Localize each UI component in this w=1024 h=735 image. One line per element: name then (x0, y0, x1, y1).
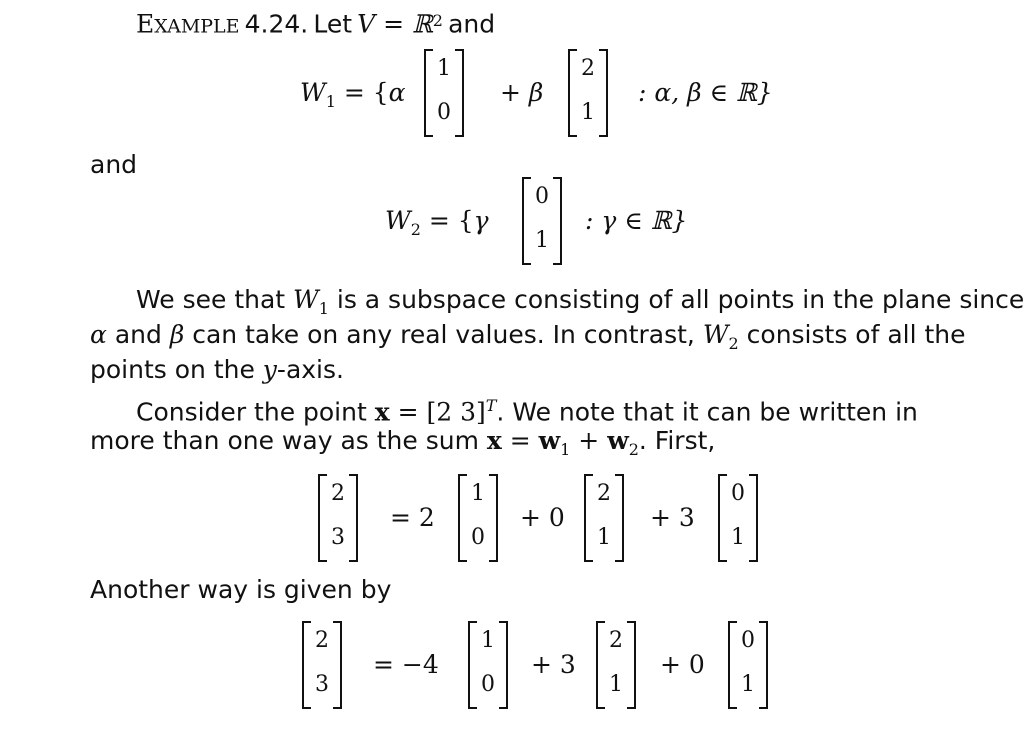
w1-alpha: α (388, 78, 406, 107)
para2-line2 (90, 426, 715, 465)
eq2-coef-2: + 3 (531, 650, 576, 679)
text-run: can take on any real values. In contrast, (184, 320, 703, 349)
eq1-vector-3 (718, 475, 758, 561)
eq2-vector-1 (468, 622, 508, 708)
matrix-cell: 1 (471, 481, 485, 506)
eq1-coef-3: + 3 (650, 503, 695, 532)
matrix-cell: 0 (437, 100, 451, 125)
matrix-cell: 1 (581, 100, 595, 125)
w1-vector-1 (424, 50, 464, 136)
para1-line1 (136, 285, 1024, 324)
matrix-cell: 0 (731, 481, 745, 506)
example-number: 4.24. (244, 9, 309, 39)
matrix-cell: 2 (597, 481, 611, 506)
w1-equals-brace: = { (335, 78, 389, 107)
matrix-cell: 1 (597, 525, 611, 550)
math-bold-w: w (607, 426, 629, 455)
matrix-cell: 0 (535, 184, 549, 209)
math-subscript: 2 (628, 440, 639, 459)
para2-line1 (136, 391, 918, 427)
eq2-vector-2 (596, 622, 636, 708)
w1-vector-2 (568, 50, 608, 136)
w2-symbol: W (385, 206, 411, 235)
plus-sign: + (500, 78, 521, 107)
eq2-coef-3: + 0 (660, 650, 705, 679)
matrix-cell: 2 (315, 628, 329, 653)
matrix-cell: 1 (535, 228, 549, 253)
w1-lhs (300, 78, 406, 117)
w1-subscript: 1 (325, 92, 336, 111)
math-y: y (262, 355, 277, 384)
and-connector: and (90, 150, 138, 179)
eq1-lhs-vector (318, 475, 358, 561)
matrix-cell: 2 (331, 481, 345, 506)
math-W: W (702, 320, 729, 349)
w1-beta: β (528, 78, 544, 107)
matrix-cell: 1 (437, 56, 451, 81)
and-word: and (448, 9, 496, 39)
matrix-cell: 1 (741, 672, 755, 697)
math-bold-x: x (374, 397, 390, 427)
w1-plus-beta (500, 78, 543, 108)
matrix-cell: 2 (581, 56, 595, 81)
math-subscript: 1 (318, 299, 329, 318)
let-word: Let (313, 9, 353, 39)
math-equals: = (501, 426, 539, 455)
matrix-cell: 1 (609, 672, 623, 697)
math-bold-w: w (538, 426, 561, 455)
eq2-equals-coef: = −4 (373, 650, 439, 679)
math-subscript: 1 (560, 440, 571, 459)
math-alpha: α (90, 320, 107, 349)
math-W: W (293, 285, 319, 314)
math-subscript: 2 (728, 334, 739, 353)
v-superscript: 2 (432, 11, 443, 30)
eq2-vector-3 (728, 622, 768, 708)
text-run: more than one way as the sum (90, 426, 487, 455)
eq2-lhs-vector (302, 622, 342, 708)
w2-lhs (385, 206, 489, 245)
matrix-cell: 3 (331, 525, 345, 550)
para1-line3 (90, 355, 344, 385)
eq1-vector-1 (458, 475, 498, 561)
math-bold-x: x (486, 426, 502, 455)
matrix-cell: 3 (315, 672, 329, 697)
w1-condition: : α, β ∈ ℝ} (638, 78, 773, 107)
matrix-cell: 2 (609, 628, 623, 653)
example-heading (136, 6, 495, 39)
matrix-cell: 0 (471, 525, 485, 550)
w2-vector (522, 178, 562, 264)
math-transpose: T (485, 396, 497, 415)
v-equals-r: V = ℝ (357, 9, 433, 39)
matrix-cell: 0 (481, 672, 495, 697)
text-run: . First, (638, 426, 716, 455)
matrix-cell: 1 (731, 525, 745, 550)
text-run: is a subspace consisting of all points in the plane since (328, 285, 1024, 314)
math-vector: = [2 3] (389, 397, 486, 427)
w2-gamma: γ (473, 206, 489, 235)
matrix-cell: 1 (481, 628, 495, 653)
w2-subscript: 2 (410, 220, 421, 239)
eq1-equals-coef: = 2 (390, 503, 435, 532)
eq1-coef-2: + 0 (520, 503, 565, 532)
text-run: consists of all the (738, 320, 966, 349)
example-label-rest: XAMPLE (154, 15, 240, 38)
math-beta: β (169, 320, 185, 349)
w2-equals-brace: = { (420, 206, 474, 235)
eq1-vector-2 (584, 475, 624, 561)
text-run: and (106, 320, 170, 349)
text-run: . We note that it can be written in (496, 397, 918, 427)
w2-condition: : γ ∈ ℝ} (585, 206, 688, 235)
example-label-initial: E (136, 9, 155, 39)
another-way-text: Another way is given by (90, 575, 392, 604)
w1-symbol: W (300, 78, 326, 107)
matrix-cell: 0 (741, 628, 755, 653)
text-run: We see that (136, 285, 294, 314)
text-run: -axis. (276, 355, 344, 384)
text-run: Consider the point (136, 397, 375, 427)
math-plus: + (570, 426, 608, 455)
text-run: points on the (90, 355, 263, 384)
para1-line2 (90, 320, 966, 359)
